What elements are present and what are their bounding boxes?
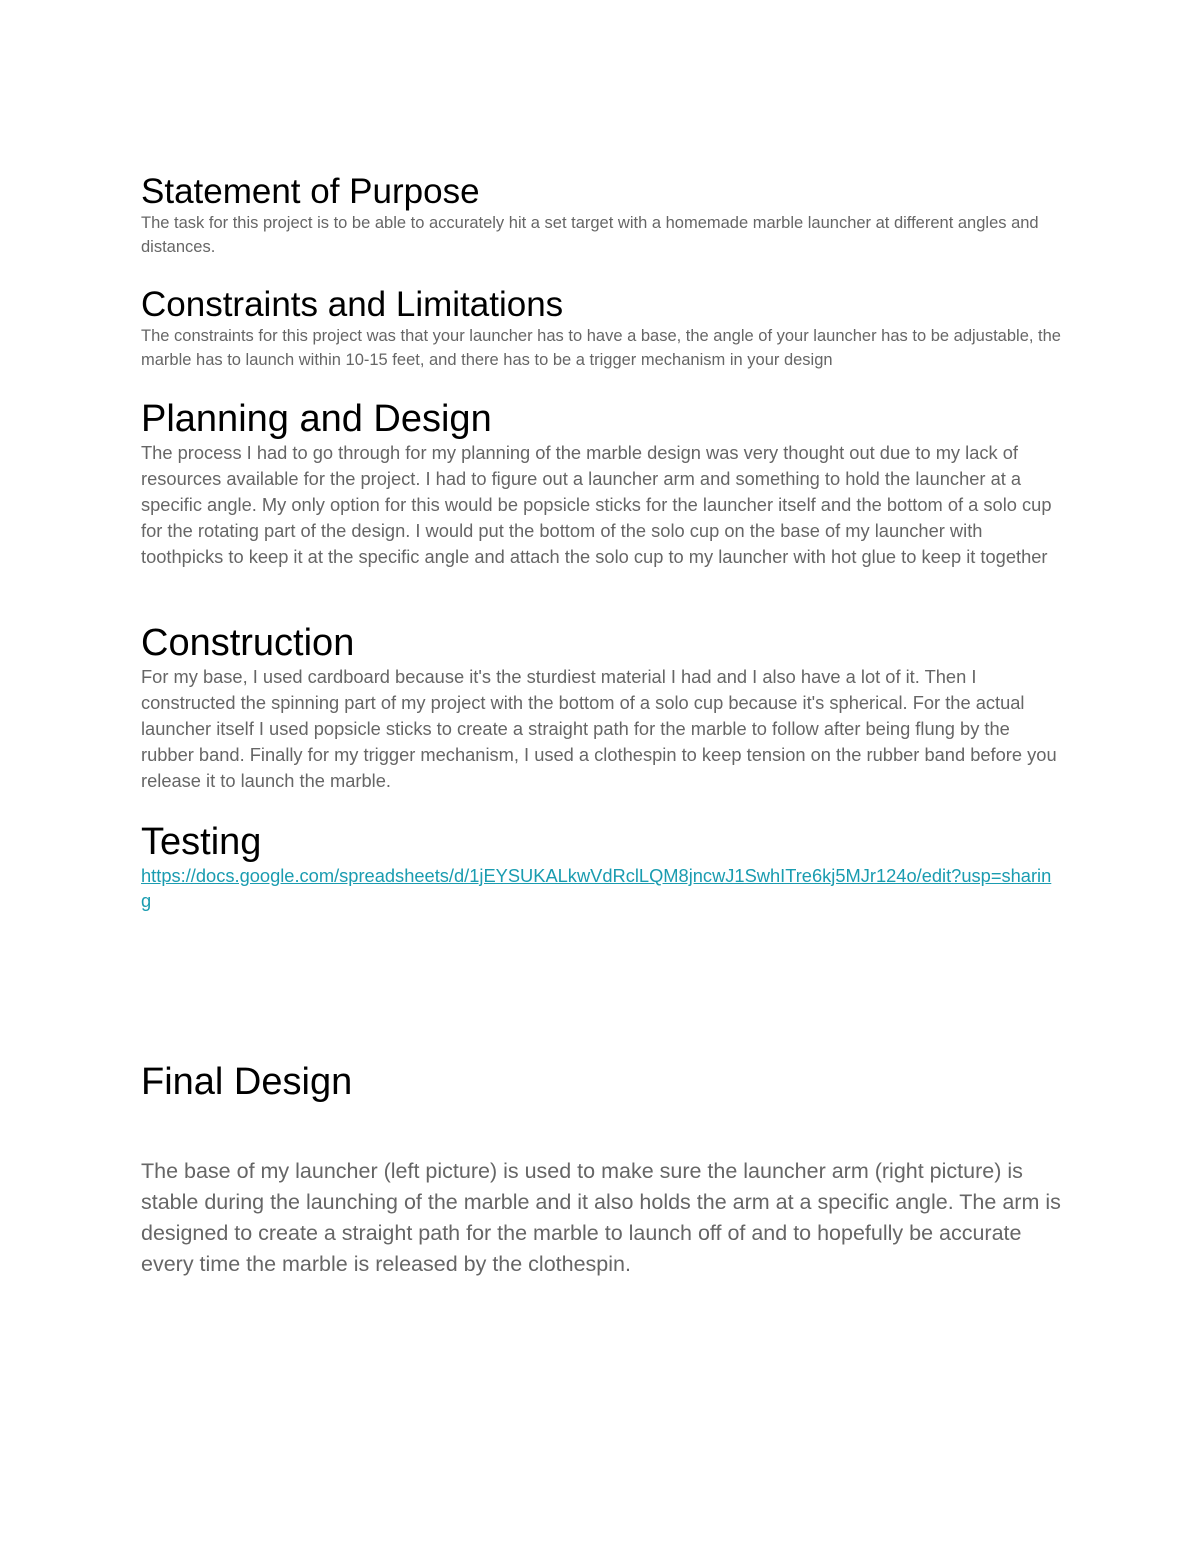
testing-spreadsheet-link[interactable]: https://docs.google.com/spreadsheets/d/1jEYSUKALkwVdRclLQM8jncwJ1SwhITre6kj5MJr124o/edit?usp=sharing <box>141 865 1052 911</box>
heading-final-design: Final Design <box>141 1061 353 1103</box>
section-final-design-body <box>141 1156 1061 1280</box>
heading-constraints: Constraints and Limitations <box>141 285 564 324</box>
section-planning-and-design <box>141 398 1061 570</box>
heading-planning-and-design: Planning and Design <box>141 398 492 440</box>
section-final-design <box>141 1061 1061 1103</box>
heading-statement-of-purpose: Statement of Purpose <box>141 172 480 211</box>
heading-construction: Construction <box>141 622 355 664</box>
heading-testing: Testing <box>141 821 262 863</box>
body-construction: For my base, I used cardboard because it's the sturdiest material I had and I also have a lot of it. Then I constructed the spinning part of my project with the bottom of a solo cup because it's spherical. For the actual launcher itself I used popsicle sticks to create a straight path for the marble to follow after being flung by the rubber band. Finally for my trigger mechanism, I used a clothespin to keep tension on the rubber band before you release it to launch the marble. <box>141 666 1057 791</box>
section-statement-of-purpose <box>141 173 1061 259</box>
section-constraints <box>141 286 1061 372</box>
section-construction <box>141 622 1061 794</box>
body-planning-and-design: The process I had to go through for my planning of the marble design was very thought out due to my lack of resources available for the project. I had to figure out a launcher arm and something to hold the launcher at a specific angle. My only option for this would be popsicle sticks for the launcher itself and the bottom of a solo cup for the rotating part of the design. I would put the bottom of the solo cup on the base of my launcher with toothpicks to keep it at the specific angle and attach the solo cup to my launcher with hot glue to keep it together <box>141 442 1052 567</box>
section-testing <box>141 821 1061 913</box>
body-final-design: The base of my launcher (left picture) is used to make sure the launcher arm (right picture) is stable during the launching of the marble and it also holds the arm at a specific angle. The arm is designed to create a straight path for the marble to launch off of and to hopefully be accurate every time the marble is released by the clothespin. <box>141 1159 1061 1276</box>
body-constraints: The constraints for this project was that your launcher has to have a base, the angle of your launcher has to be adjustable, the marble has to launch within 10-15 feet, and there has to be a trigger mechanism in your design <box>141 327 1061 369</box>
body-statement-of-purpose: The task for this project is to be able to accurately hit a set target with a homemade marble launcher at different angles and distances. <box>141 214 1039 256</box>
